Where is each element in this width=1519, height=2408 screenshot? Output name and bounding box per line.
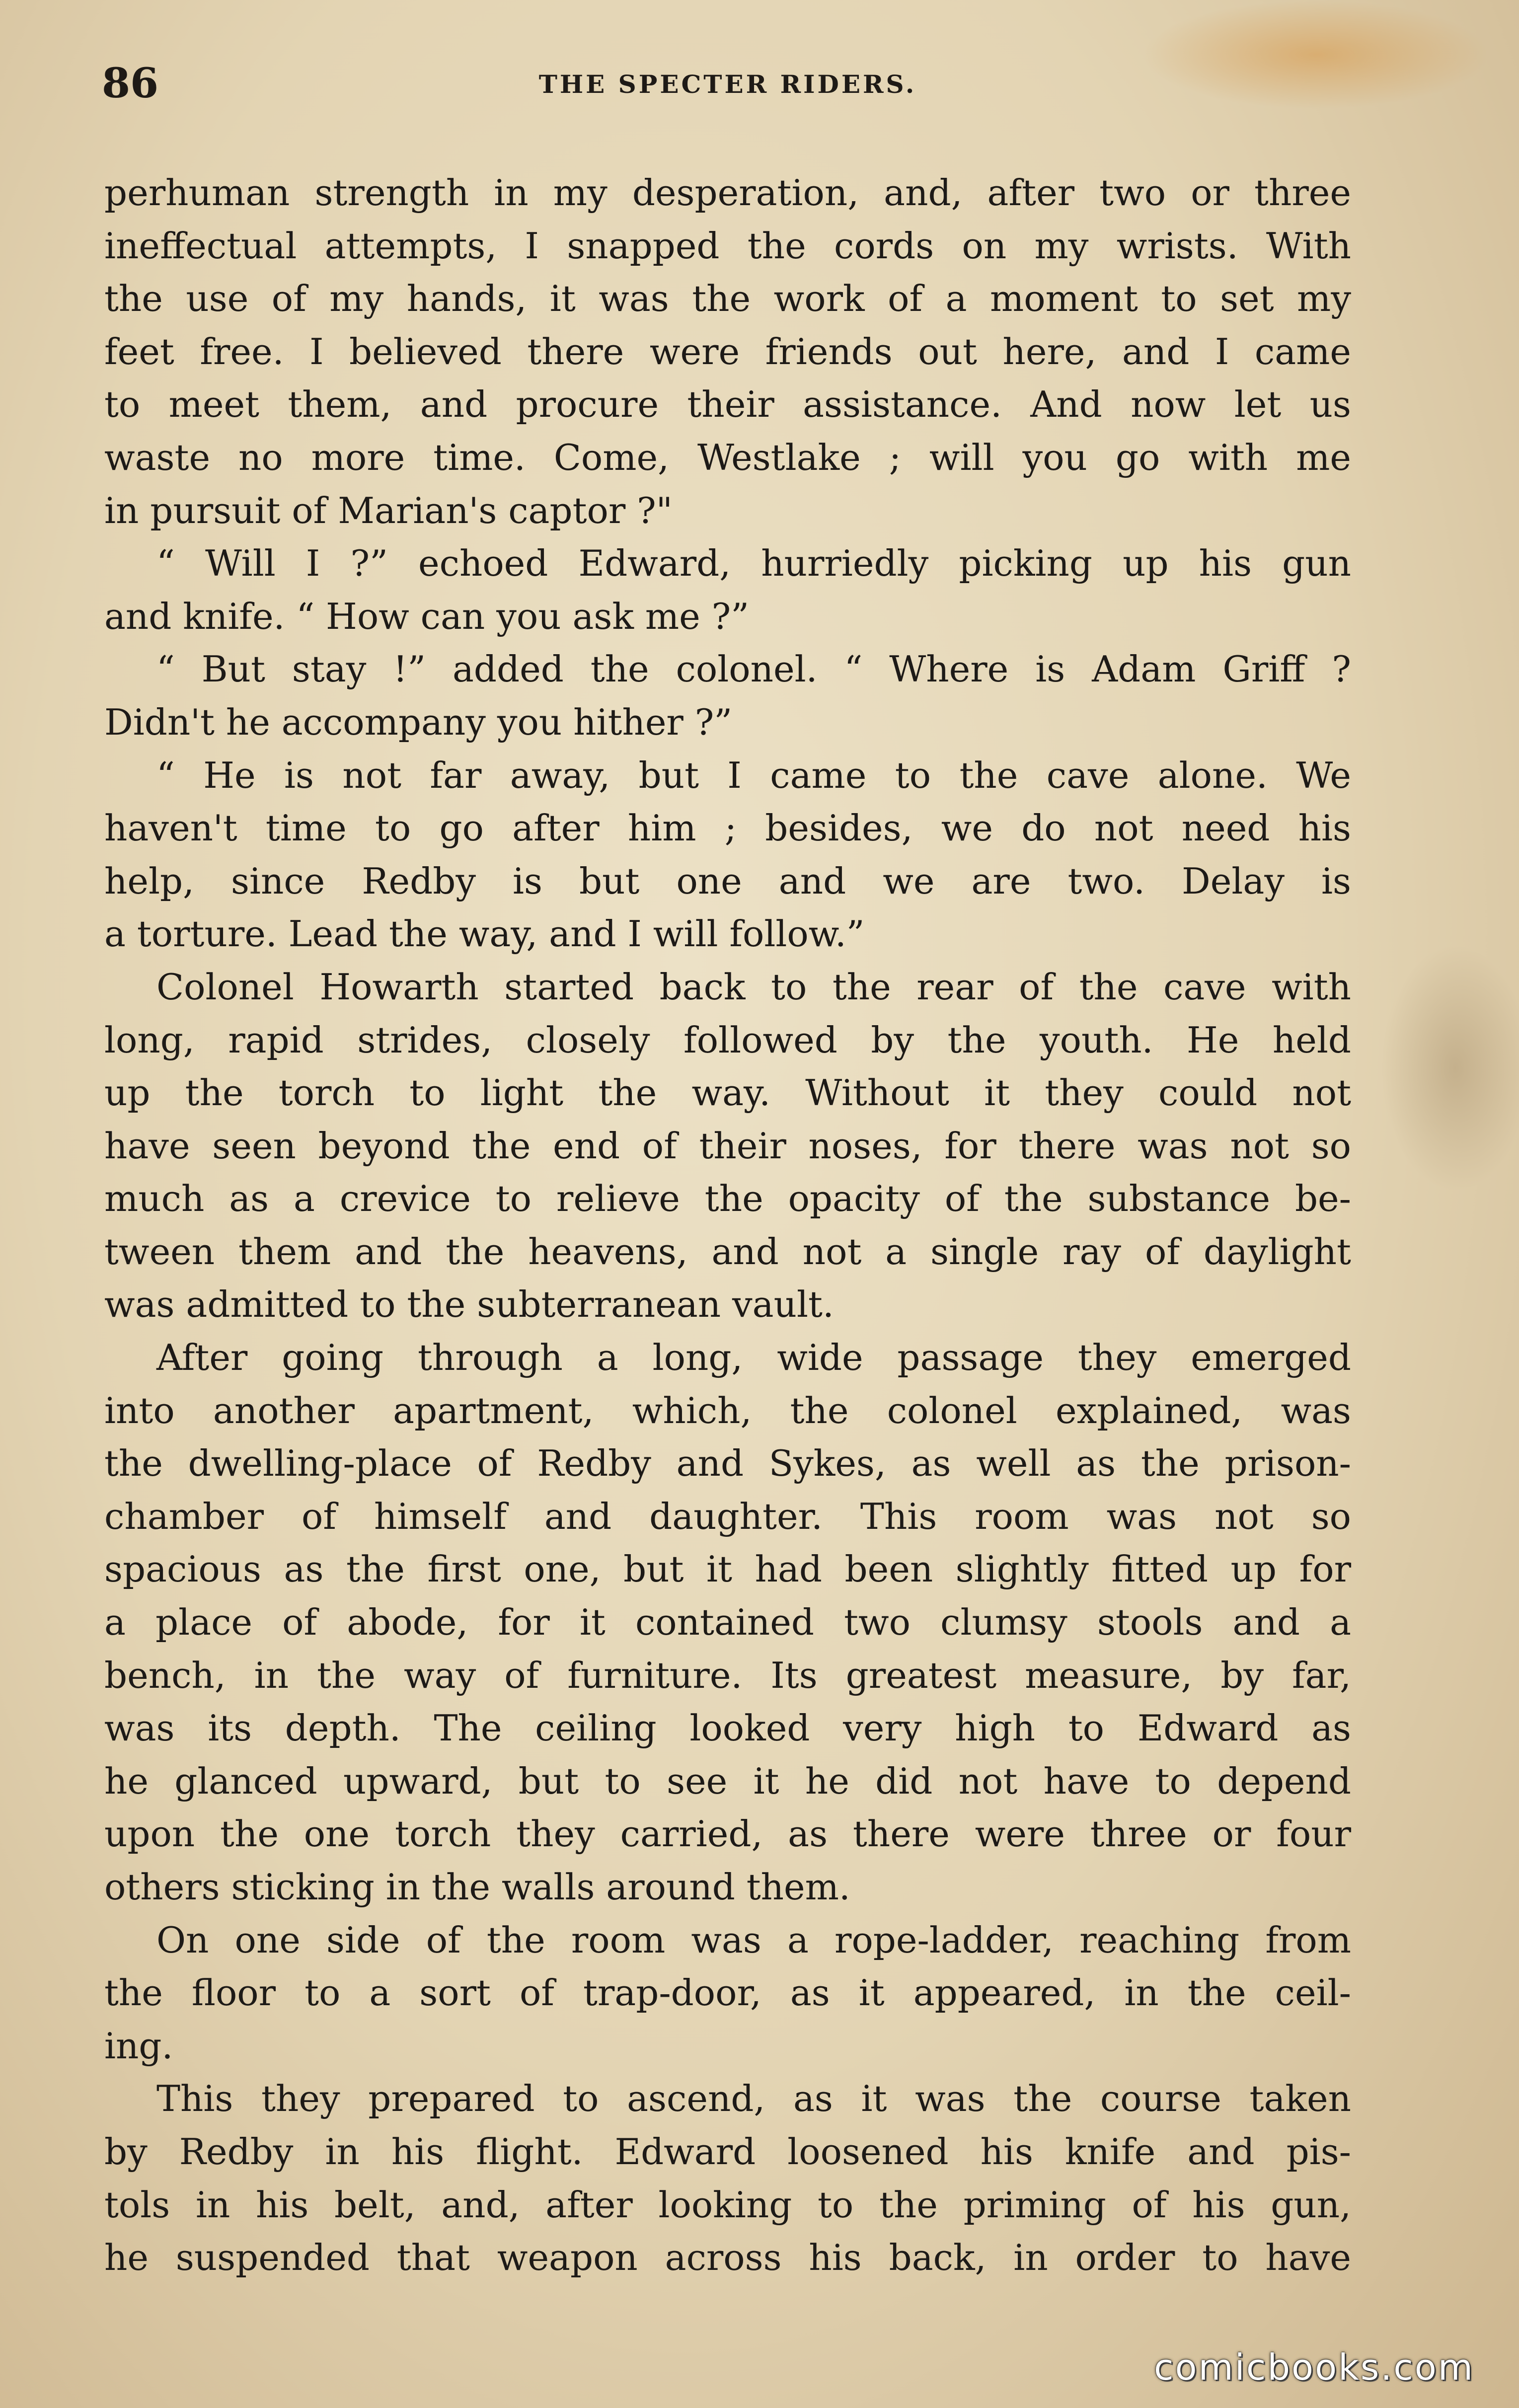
paragraph: [104, 2072, 1351, 2284]
text-line: the use of my hands, it was the work of a moment to set my: [104, 278, 1351, 320]
text-line: Colonel Howarth started back to the rear of the cave with: [156, 966, 1351, 1008]
text-line: ing.: [104, 2025, 173, 2067]
paper-stain: [1381, 944, 1519, 1192]
running-title: THE SPECTER RIDERS.: [538, 70, 917, 99]
text-line: bench, in the way of furniture. Its greatest measure, by far,: [104, 1654, 1351, 1696]
paragraph: [104, 537, 1351, 643]
text-line: haven't time to go after him ; besides, we do not need his: [104, 807, 1351, 849]
text-line: have seen beyond the end of their noses, for there was not so: [104, 1125, 1351, 1167]
paragraph: [104, 166, 1351, 537]
text-line: help, since Redby is but one and we are two. Delay is: [104, 860, 1351, 902]
text-line: in pursuit of Marian's captor ?": [104, 489, 673, 531]
text-line: waste no more time. Come, Westlake ; will you go with me: [104, 436, 1351, 478]
text-line: chamber of himself and daughter. This room was not so: [104, 1495, 1351, 1537]
watermark-text: comicbooks.com: [1153, 2346, 1474, 2388]
text-line: tols in his belt, and, after looking to the priming of his gun,: [104, 2183, 1351, 2226]
text-line: he suspended that weapon across his back, in order to have: [104, 2237, 1351, 2279]
text-line: by Redby in his flight. Edward loosened his knife and pis-: [104, 2130, 1351, 2173]
page-number: 86: [102, 60, 159, 107]
text-line: up the torch to light the way. Without it they could not: [104, 1072, 1351, 1114]
text-line: After going through a long, wide passage they emerged: [156, 1337, 1351, 1379]
text-line: perhuman strength in my desperation, and, after two or three: [104, 172, 1351, 214]
text-line: to meet them, and procure their assistance. And now let us: [104, 383, 1351, 426]
body-text: [104, 166, 1351, 2284]
text-line: others sticking in the walls around them.: [104, 1866, 850, 1908]
text-line: spacious as the first one, but it had been slightly fitted up for: [104, 1548, 1351, 1590]
text-line: a torture. Lead the way, and I will follow.”: [104, 913, 865, 955]
paragraph: [104, 1914, 1351, 2073]
text-line: a place of abode, for it contained two clumsy stools and a: [104, 1601, 1351, 1644]
text-line: tween them and the heavens, and not a single ray of daylight: [104, 1230, 1351, 1273]
paragraph: [104, 961, 1351, 1331]
text-line: ineffectual attempts, I snapped the cords on my wrists. With: [104, 225, 1351, 267]
text-line: the dwelling-place of Redby and Sykes, as well as the prison-: [104, 1442, 1351, 1485]
text-line: much as a crevice to relieve the opacity of the substance be-: [104, 1178, 1351, 1220]
text-line: long, rapid strides, closely followed by the youth. He held: [104, 1019, 1351, 1061]
paragraph: [104, 749, 1351, 961]
text-line: upon the one torch they carried, as there were three or four: [104, 1813, 1351, 1855]
text-line: On one side of the room was a rope-ladder, reaching from: [156, 1919, 1351, 1961]
text-line: “ He is not far away, but I came to the cave alone. We: [156, 754, 1351, 796]
text-line: “ Will I ?” echoed Edward, hurriedly picking up his gun: [156, 542, 1351, 585]
text-line: was admitted to the subterranean vault.: [104, 1283, 834, 1326]
text-line: This they prepared to ascend, as it was the course taken: [156, 2078, 1351, 2120]
text-line: was its depth. The ceiling looked very high to Edward as: [104, 1707, 1351, 1749]
text-line: “ But stay !” added the colonel. “ Where is Adam Griff ?: [156, 648, 1351, 690]
text-line: he glanced upward, but to see it he did not have to depend: [104, 1760, 1351, 1802]
text-line: into another apartment, which, the colonel explained, was: [104, 1389, 1351, 1431]
paragraph: [104, 643, 1351, 749]
paragraph: [104, 1331, 1351, 1914]
text-line: and knife. “ How can you ask me ?”: [104, 595, 750, 637]
text-line: feet free. I believed there were friends out here, and I came: [104, 330, 1351, 373]
text-line: Didn't he accompany you hither ?”: [104, 701, 733, 743]
page-header: [102, 60, 1354, 114]
text-line: the floor to a sort of trap-door, as it appeared, in the ceil-: [104, 1972, 1351, 2014]
